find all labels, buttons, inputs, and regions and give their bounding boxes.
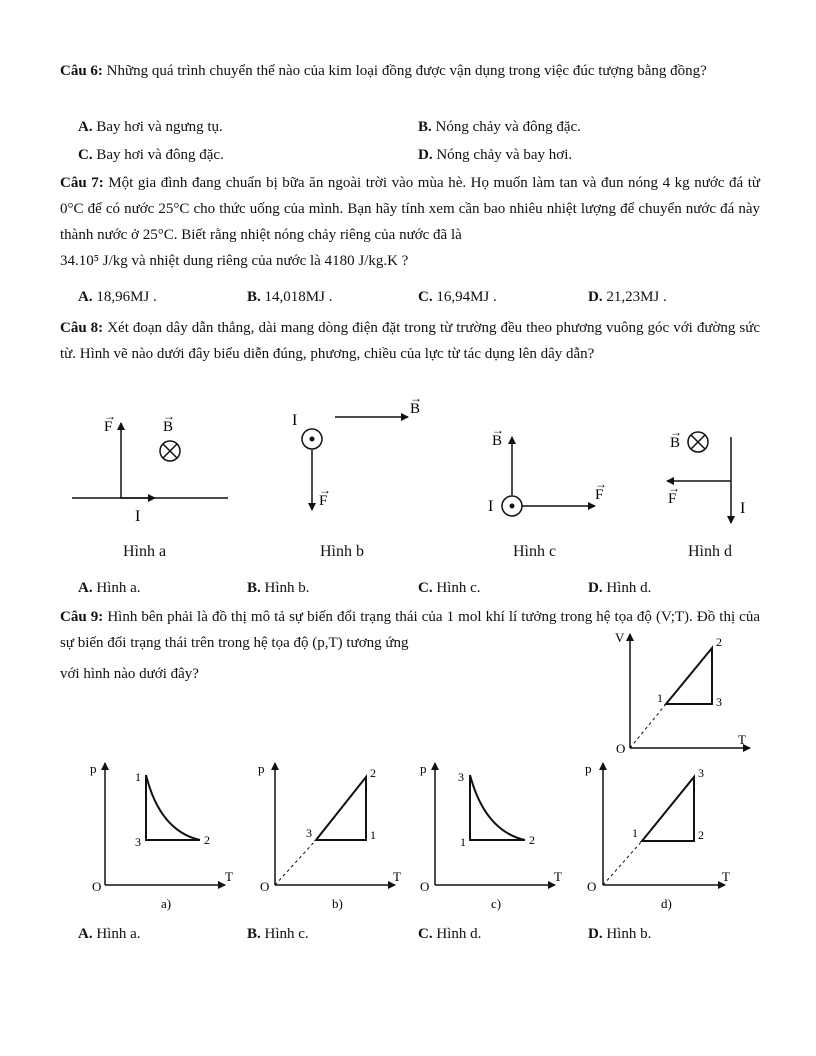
option-text: 18,96MJ . (96, 289, 157, 305)
question-7 (60, 170, 760, 274)
question-8-label: Câu 8: (60, 320, 104, 336)
q6-option-a[interactable] (78, 117, 223, 137)
graph-b (258, 761, 401, 911)
q8-figures (0, 395, 816, 535)
graph-caption: d) (661, 896, 672, 911)
y-axis-label: p (258, 761, 265, 776)
question-7-text: Một gia đình đang chuẩn bị bữa ăn ngoài trời vào mùa hè. Họ muốn làm tan và đun nóng 4 kg nước đá từ 0°C để có nước 25°C cho thức uống của mình. Bạn hãy tính xem cần bao nhiêu nhiệt lượng để chuyển nước đá này thành nước ở 25°C. Biết rằng nhiệt nóng chảy riêng của nước đã là (60, 175, 760, 243)
dashed-extension (630, 704, 666, 748)
graph-caption: c) (491, 896, 502, 911)
figure-b (292, 395, 422, 510)
option-key: B. (247, 289, 261, 305)
isotherm-curve (146, 775, 200, 840)
field-label: B (492, 433, 503, 449)
q8-option-a[interactable] (78, 578, 141, 598)
figure-c (488, 423, 607, 516)
vector-arrow-mark: → (668, 481, 680, 495)
field-label: B (670, 435, 681, 451)
question-6-label: Câu 6: (60, 63, 103, 79)
option-key: B. (418, 119, 432, 135)
option-text: Nóng chảy và đông đặc. (435, 119, 581, 135)
origin-label: O (616, 741, 626, 756)
q8-option-b[interactable] (247, 578, 310, 598)
option-text: Hình d. (606, 580, 652, 596)
graph-caption: b) (332, 896, 343, 911)
x-axis-label: T (722, 869, 730, 884)
option-text: Hình a. (96, 926, 141, 942)
option-key: D. (588, 580, 603, 596)
option-key: B. (247, 926, 261, 942)
q7-option-b[interactable] (247, 287, 332, 307)
point-label: 2 (716, 635, 722, 649)
vector-arrow-mark: → (595, 477, 607, 491)
field-label: B (410, 401, 421, 417)
point-label: 3 (458, 770, 464, 784)
force-label: F (668, 491, 677, 507)
question-9-text: Hình bên phải là đồ thị mô tả sự biến đổi trạng thái của 1 mol khí lí tưởng trong hệ tọa độ (V;T). Đồ thị của sự biến đổi trạng thái trên trong hệ tọa độ (p,T) tương ứng (60, 609, 760, 651)
vector-arrow-mark: → (670, 425, 682, 439)
option-text: 14,018MJ . (264, 289, 333, 305)
vector-arrow-mark: → (319, 483, 331, 497)
option-text: 16,94MJ . (436, 289, 497, 305)
y-axis-label: p (420, 761, 427, 776)
option-text: Hình c. (436, 580, 481, 596)
graph-caption: a) (161, 896, 172, 911)
process-triangle (642, 777, 694, 841)
dashed-extension (603, 841, 642, 885)
process-path (470, 775, 525, 840)
graph-a (90, 761, 233, 911)
option-text: Hình d. (436, 926, 482, 942)
q9-option-b[interactable] (247, 924, 309, 944)
option-key: D. (588, 289, 603, 305)
option-key: A. (78, 289, 93, 305)
origin-label: O (587, 879, 597, 894)
option-text: Hình c. (264, 926, 309, 942)
question-8 (60, 315, 760, 367)
point-label: 3 (698, 766, 704, 780)
option-key: C. (78, 147, 93, 163)
question-7-text-cont: 34.10⁵ J/kg và nhiệt dung riêng của nước là 4180 J/kg.K ? (60, 253, 409, 269)
question-6 (60, 58, 760, 84)
q9-answer-graphs (80, 755, 800, 915)
x-axis-label: T (393, 869, 401, 884)
vector-arrow-mark: → (410, 395, 422, 405)
question-9-text-cont: với hình nào dưới đây? (60, 666, 199, 682)
current-label: I (488, 498, 494, 515)
point-label: 1 (135, 770, 141, 784)
figure-a (72, 409, 228, 525)
point-label: 1 (460, 835, 466, 849)
option-text: 21,23MJ . (606, 289, 667, 305)
option-text: Hình b. (264, 580, 310, 596)
option-key: A. (78, 580, 93, 596)
point-label: 2 (529, 833, 535, 847)
option-text: Nóng chảy và bay hơi. (436, 147, 573, 163)
point-label: 2 (698, 828, 704, 842)
q6-option-d[interactable] (418, 145, 572, 165)
option-key: B. (247, 580, 261, 596)
q9-option-a[interactable] (78, 924, 141, 944)
option-key: C. (418, 289, 433, 305)
question-6-text: Những quá trình chuyển thể nào của kim loại đồng được vận dụng trong việc đúc tượng bằng đồng? (106, 63, 707, 79)
graph-d (585, 761, 730, 911)
q7-option-c[interactable] (418, 287, 497, 307)
vector-arrow-mark: → (492, 423, 504, 437)
vector-arrow-mark: → (163, 409, 175, 423)
question-9-label: Câu 9: (60, 609, 104, 625)
option-text: Bay hơi và ngưng tụ. (96, 119, 223, 135)
q9-option-d[interactable] (588, 924, 651, 944)
caption-figure-c: Hình c (513, 543, 557, 560)
current-label: I (740, 500, 746, 517)
option-key: A. (78, 119, 93, 135)
x-axis-label: T (554, 869, 562, 884)
dashed-extension (275, 840, 316, 885)
y-axis-label: p (585, 761, 592, 776)
option-key: D. (588, 926, 603, 942)
caption-figure-d: Hình d (688, 543, 732, 560)
q7-option-d[interactable] (588, 287, 667, 307)
question-8-text: Xét đoạn dây dẫn thẳng, dài mang dòng điện đặt trong từ trường đều theo phương vuông góc với đường sức từ. Hình vẽ nào dưới đây biểu diễn đúng, phương, chiều của lực từ tác dụng lên dây dẫn? (60, 320, 761, 362)
option-key: C. (418, 926, 433, 942)
point-label: 3 (306, 826, 312, 840)
process-triangle (666, 648, 712, 704)
option-key: A. (78, 926, 93, 942)
point-label: 2 (370, 766, 376, 780)
point-label: 1 (370, 828, 376, 842)
origin-label: O (260, 879, 270, 894)
point-label: 3 (135, 835, 141, 849)
q9-option-c[interactable] (418, 924, 481, 944)
q8-option-c[interactable] (418, 578, 481, 598)
origin-label: O (420, 879, 430, 894)
field-label: B (163, 419, 174, 435)
q6-option-c[interactable] (78, 145, 224, 165)
graph-c (420, 761, 562, 911)
option-key: C. (418, 580, 433, 596)
q9-main-graph (610, 628, 760, 758)
caption-figure-a: Hình a (123, 543, 167, 560)
point-label: 2 (204, 833, 210, 847)
x-axis-label: T (738, 732, 746, 747)
q6-option-b[interactable] (418, 117, 581, 137)
option-key: D. (418, 147, 433, 163)
caption-figure-b: Hình b (320, 543, 364, 560)
point-label: 3 (716, 695, 722, 709)
q8-option-d[interactable] (588, 578, 651, 598)
point-label: 1 (657, 691, 663, 705)
q7-option-a[interactable] (78, 287, 157, 307)
vector-arrow-mark: → (104, 409, 116, 423)
current-label: I (292, 412, 298, 429)
figure-d (667, 425, 745, 523)
point-label: 1 (632, 826, 638, 840)
x-axis-label: T (225, 869, 233, 884)
process-triangle (316, 777, 366, 840)
option-text: Hình a. (96, 580, 141, 596)
y-axis-label: V (615, 630, 625, 645)
y-axis-label: p (90, 761, 97, 776)
force-label: F (104, 419, 113, 435)
option-text: Hình b. (606, 926, 652, 942)
process-path (146, 775, 200, 840)
isotherm-curve (470, 775, 525, 840)
question-7-label: Câu 7: (60, 175, 104, 191)
origin-label: O (92, 879, 102, 894)
force-label: F (319, 493, 328, 509)
current-label: I (135, 508, 141, 525)
force-label: F (595, 487, 604, 503)
option-text: Bay hơi và đông đặc. (96, 147, 224, 163)
